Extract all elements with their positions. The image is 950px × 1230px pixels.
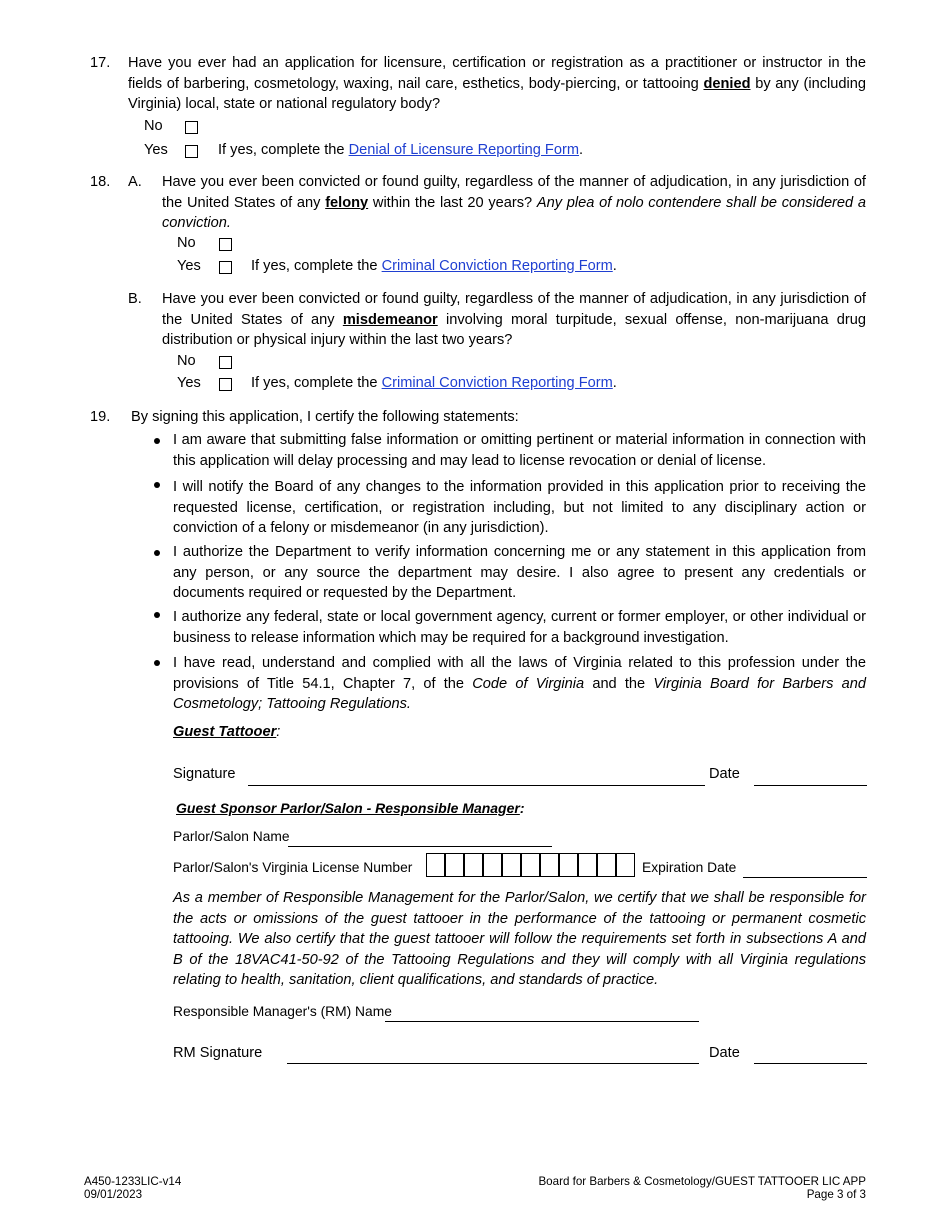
question-18a-letter: A.	[128, 174, 142, 190]
nolo-contendere-note: Any plea of nolo contendere shall be considered a conviction.	[162, 194, 866, 231]
bullet-dot	[154, 438, 160, 444]
guest-tattooer-heading: Guest Tattooer:	[173, 724, 281, 740]
board-name: Board for Barbers & Cosmetology/GUEST TATTOOER LIC APP	[538, 1175, 866, 1188]
bullet-dot	[154, 550, 160, 556]
q17-yes-checkbox[interactable]	[185, 145, 198, 158]
question-18b-letter: B.	[128, 291, 142, 307]
certification-statement-1: I am aware that submitting false information or omitting pertinent or material information in connection with this application will delay processing and may lead to license revocation or denial of license.	[173, 432, 866, 469]
license-digit-box[interactable]	[426, 853, 445, 877]
parlor-name-field[interactable]	[288, 846, 552, 847]
license-digit-box[interactable]	[483, 853, 502, 877]
guest-date-field[interactable]	[754, 785, 867, 786]
question-19-number: 19.	[90, 409, 111, 425]
q18a-no-label: No	[177, 235, 196, 251]
question-18a-text: Have you ever been convicted or found guilty, regardless of the manner of adjudication, in any jurisdiction of the United States of any felony within the last 20 years? Any plea of nolo contendere shall be considered a conviction.	[162, 174, 866, 231]
rm-date-label: Date	[709, 1045, 740, 1061]
emphasis-felony: felony	[325, 194, 369, 211]
sponsor-heading: Guest Sponsor Parlor/Salon - Responsible Manager:	[176, 800, 525, 816]
expiration-date-field[interactable]	[743, 877, 867, 878]
guest-signature-field[interactable]	[248, 785, 705, 786]
q17-yes-note: If yes, complete the Denial of Licensure Reporting Form.	[218, 142, 584, 158]
rm-signature-field[interactable]	[287, 1063, 699, 1064]
tattooing-regulations-title: Virginia Board for Barbers and Cosmetology; Tattooing Regulations.	[173, 675, 867, 712]
form-date: 09/01/2023	[84, 1188, 143, 1201]
q18a-yes-note: If yes, complete the Criminal Conviction Reporting Form.	[251, 258, 617, 274]
license-digit-box[interactable]	[597, 853, 616, 877]
rm-name-label: Responsible Manager's (RM) Name	[173, 1004, 392, 1019]
license-digit-box[interactable]	[445, 853, 464, 877]
guest-date-label: Date	[709, 766, 740, 782]
license-number-boxes[interactable]	[426, 853, 637, 879]
q18b-yes-label: Yes	[177, 375, 201, 391]
code-of-virginia-title: Code of Virginia	[472, 675, 585, 692]
license-digit-box[interactable]	[559, 853, 578, 877]
bullet-dot	[154, 660, 160, 666]
q18b-no-checkbox[interactable]	[219, 356, 232, 369]
q18b-yes-checkbox[interactable]	[219, 378, 232, 391]
q18a-yes-checkbox[interactable]	[219, 261, 232, 274]
certification-statement-4: I authorize any federal, state or local government agency, current or former employer, or other individual or business to release information which may be required for a background investigation.	[173, 609, 866, 646]
license-digit-box[interactable]	[502, 853, 521, 877]
footer-left	[84, 1175, 181, 1201]
question-18b-text: Have you ever been convicted or found guilty, regardless of the manner of adjudication, in any jurisdiction of the United States of any misdemeanor involving moral turpitude, sexual offense, non-marijuana drug distribution or physical injury within the last two years?	[162, 291, 866, 348]
license-digit-box[interactable]	[578, 853, 597, 877]
denial-of-licensure-form-link[interactable]: Denial of Licensure Reporting Form	[348, 142, 579, 158]
q18a-yes-label: Yes	[177, 258, 201, 274]
form-id: A450-1233LIC-v14	[84, 1175, 182, 1188]
license-digit-box[interactable]	[540, 853, 559, 877]
license-number-label: Parlor/Salon's Virginia License Number	[173, 860, 413, 875]
certification-statement-2: I will notify the Board of any changes to the information provided in this application prior to receiving the requested license, certification, or registration including, but not limited to any disciplinary action or conviction of a felony or misdemeanor (in any jurisdiction).	[173, 479, 866, 536]
sponsor-certification-text: As a member of Responsible Management for the Parlor/Salon, we certify that we shall be responsible for the acts or omissions of the guest tattooer in the performance of the tattooing or permanent cosmetic tattooing. We also certify that the guest tattooer will follow the requirements set forth in subsections A and B of the 18VAC41-50-92 of the Tattooing Regulations and they will comply with all Virginia regulations relating to health, sanitation, client qualifications, and standards of practice.	[173, 890, 866, 988]
license-digit-box[interactable]	[464, 853, 483, 877]
certification-statement-5: I have read, understand and complied with all the laws of Virginia related to this profession under the provisions of Title 54.1, Chapter 7, of the Code of Virginia and the Virginia Board for Barbers and Cosmetology; Tattooing Regulations.	[173, 655, 867, 712]
question-19-intro: By signing this application, I certify the following statements:	[131, 409, 519, 425]
criminal-conviction-form-link-a[interactable]: Criminal Conviction Reporting Form	[381, 258, 613, 274]
license-digit-box[interactable]	[521, 853, 540, 877]
rm-name-field[interactable]	[385, 1021, 699, 1022]
rm-date-field[interactable]	[754, 1063, 867, 1064]
q17-no-checkbox[interactable]	[185, 121, 198, 134]
rm-signature-label: RM Signature	[173, 1045, 263, 1061]
q18a-no-checkbox[interactable]	[219, 238, 232, 251]
emphasis-misdemeanor: misdemeanor	[342, 311, 438, 328]
bullet-dot	[154, 612, 160, 618]
question-17-text: Have you ever had an application for licensure, certification or registration as a practitioner or instructor in the fields of barbering, cosmetology, waxing, nail care, esthetics, body-piercing, or tattooing denied by any (including Virginia) local, state or national regulatory body?	[128, 55, 867, 112]
license-digit-box[interactable]	[616, 853, 635, 877]
criminal-conviction-form-link-b[interactable]: Criminal Conviction Reporting Form	[381, 375, 613, 391]
bullet-dot	[154, 482, 160, 488]
footer-right	[538, 1175, 866, 1201]
page-number: Page 3 of 3	[806, 1188, 866, 1201]
guest-signature-label: Signature	[173, 766, 236, 782]
expiration-date-label: Expiration Date	[642, 860, 737, 875]
emphasis-denied: denied	[703, 75, 751, 92]
q17-no-label: No	[144, 118, 163, 134]
q18b-no-label: No	[177, 353, 196, 369]
q17-yes-label: Yes	[144, 142, 168, 158]
certification-statement-3: I authorize the Department to verify information concerning me or any statement in this application from any person, or any source the department may desire. I also agree to present any credentials or documents required or requested by the Department.	[173, 544, 866, 601]
parlor-name-label: Parlor/Salon Name	[173, 829, 290, 844]
question-17-number: 17.	[90, 55, 111, 71]
question-18-number: 18.	[90, 174, 111, 190]
q18b-yes-note: If yes, complete the Criminal Conviction Reporting Form.	[251, 375, 617, 391]
